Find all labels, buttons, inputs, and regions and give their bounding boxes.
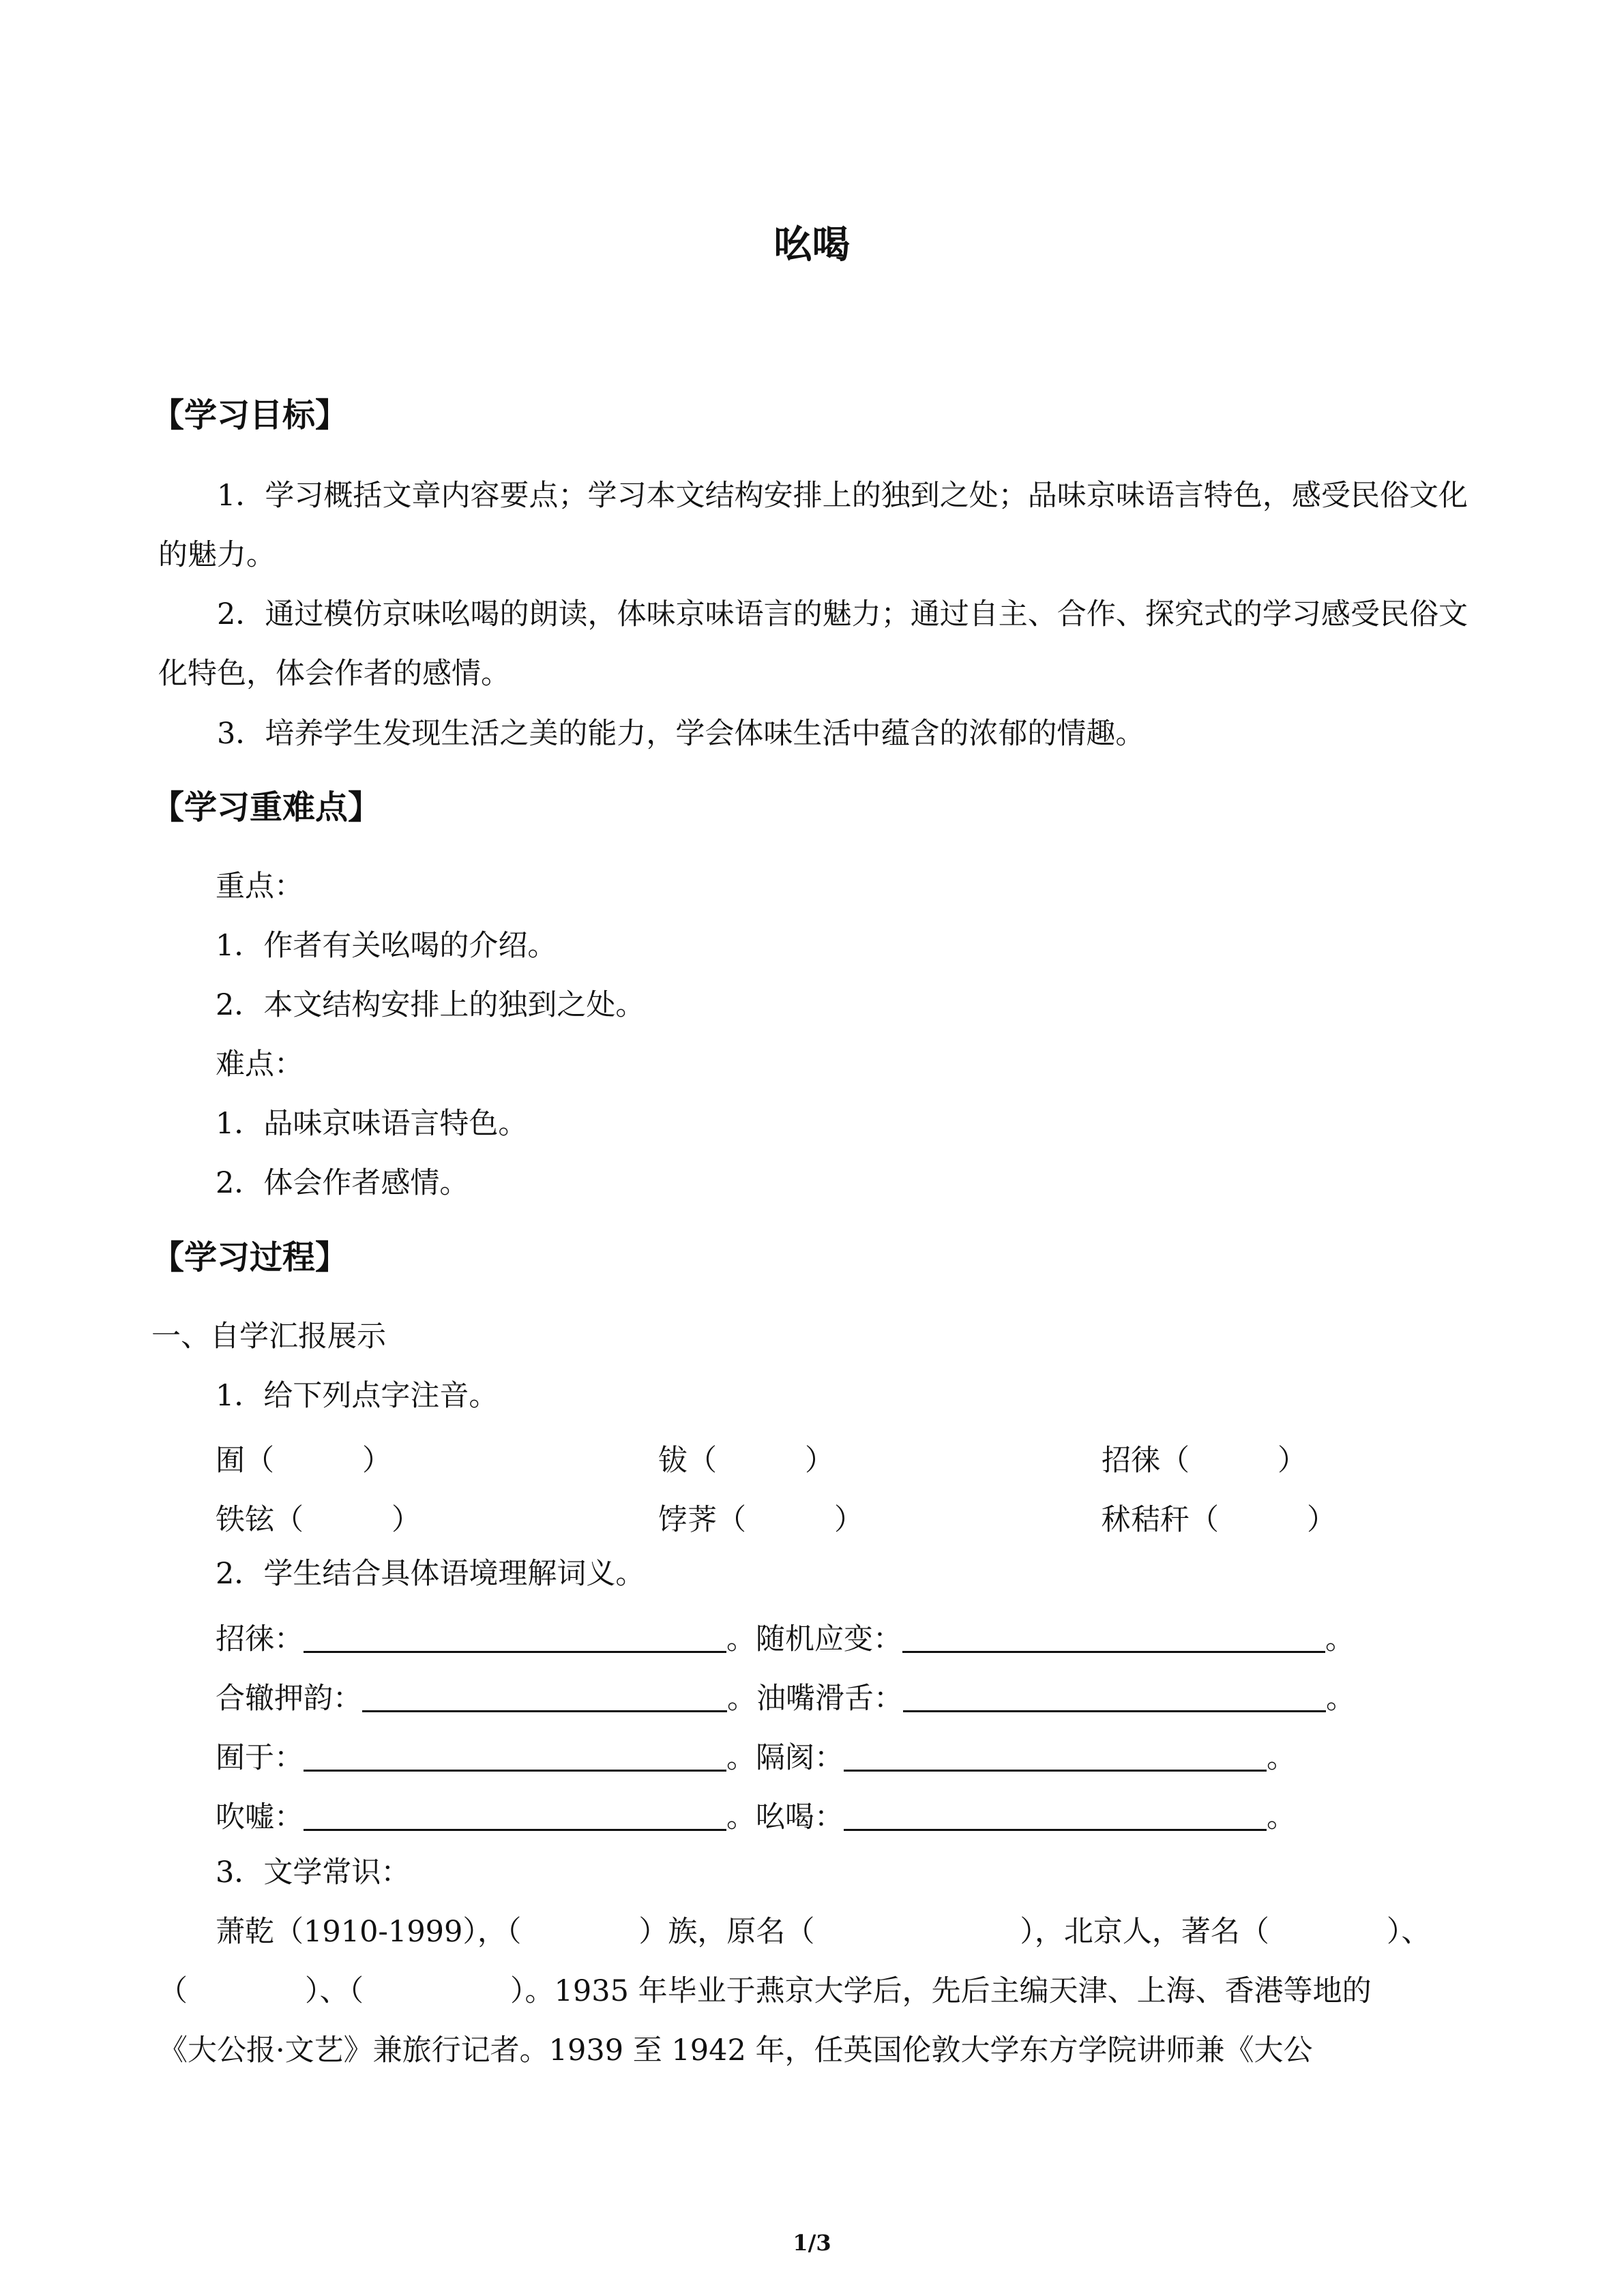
- key-item-1: 1．作者有关吆喝的介绍。: [216, 929, 557, 963]
- goal-item-2: 2．通过模仿京味吆喝的朗读，体味京味语言的魅力；通过自主、合作、探究式的学习感受民俗文化特色，体会作者的感情。: [158, 597, 1468, 691]
- answer-blank[interactable]: [902, 1624, 1325, 1653]
- process-heading: 【学习过程】: [151, 1238, 349, 1277]
- vocab-row: [216, 1735, 1296, 1776]
- page-number: 1/3: [793, 2230, 831, 2256]
- answer-blank[interactable]: [304, 1742, 726, 1772]
- part1-title: 一、自学汇报展示: [151, 1320, 386, 1354]
- key-label: 重点：: [216, 869, 304, 904]
- vocab-term: 油嘴滑舌：: [756, 1682, 903, 1716]
- question-3: 3．文学常识：: [216, 1855, 411, 1890]
- period: 。: [726, 1800, 756, 1834]
- vocab-term: 合辙押韵：: [216, 1682, 362, 1716]
- vocab-row: [216, 1794, 1296, 1836]
- question-1: 1．给下列点字注音。: [216, 1379, 499, 1413]
- period: 。: [727, 1682, 756, 1716]
- answer-blank[interactable]: [844, 1802, 1267, 1831]
- period: 。: [726, 1622, 756, 1656]
- page-title: 吆喝: [773, 223, 851, 267]
- period: 。: [1267, 1800, 1296, 1834]
- literature-line-1: 萧乾（1910-1999），（ ）族，原名（ ），北京人，著名（ ）、: [216, 1915, 1431, 1949]
- key-item-2: 2．本文结构安排上的独到之处。: [216, 988, 645, 1022]
- pinyin-item: 饽荠（ ）: [658, 1503, 863, 1537]
- answer-blank[interactable]: [304, 1802, 726, 1831]
- difficult-item-2: 2．体会作者感情。: [216, 1166, 469, 1200]
- pinyin-item: 囿（ ）: [216, 1444, 392, 1478]
- pinyin-item: 秫秸秆（ ）: [1102, 1503, 1336, 1537]
- period: 。: [1325, 1622, 1355, 1656]
- pinyin-item: 招徕（ ）: [1102, 1444, 1307, 1478]
- period: 。: [1326, 1682, 1355, 1716]
- vocab-term: 隔阂：: [756, 1741, 844, 1775]
- vocab-term: 囿于：: [216, 1741, 304, 1775]
- difficult-item-1: 1．品味京味语言特色。: [216, 1107, 528, 1141]
- answer-blank[interactable]: [844, 1742, 1267, 1772]
- pinyin-item: 钹（ ）: [658, 1444, 834, 1478]
- vocab-term: 随机应变：: [756, 1622, 902, 1656]
- vocab-term: 招徕：: [216, 1622, 304, 1656]
- answer-blank[interactable]: [903, 1683, 1326, 1712]
- difficult-label: 难点：: [216, 1047, 304, 1082]
- key-points-heading: 【学习重难点】: [151, 788, 381, 826]
- vocab-row: [216, 1675, 1355, 1717]
- answer-blank[interactable]: [304, 1624, 726, 1653]
- pinyin-item: 铁铉（ ）: [216, 1503, 421, 1537]
- period: 。: [726, 1741, 756, 1775]
- literature-line-3: 《大公报·文艺》兼旅行记者。1939 至 1942 年，任英国伦敦大学东方学院讲师兼《大公: [158, 2033, 1313, 2068]
- question-2: 2．学生结合具体语境理解词义。: [216, 1557, 645, 1591]
- goal-item-3: 3．培养学生发现生活之美的能力，学会体味生活中蕴含的浓郁的情趣。: [217, 717, 1145, 751]
- vocab-term: 吹嘘：: [216, 1800, 304, 1834]
- literature-line-2: （ ）、（ ）。1935 年毕业于燕京大学后，先后主编天津、上海、香港等地的: [158, 1974, 1372, 2008]
- goals-heading: 【学习目标】: [151, 396, 349, 434]
- vocab-term: 吆喝：: [756, 1800, 844, 1834]
- answer-blank[interactable]: [362, 1683, 727, 1712]
- vocab-row: [216, 1616, 1355, 1658]
- period: 。: [1267, 1741, 1296, 1775]
- goal-item-1: 1．学习概括文章内容要点；学习本文结构安排上的独到之处；品味京味语言特色，感受民俗文化的魅力。: [158, 479, 1468, 572]
